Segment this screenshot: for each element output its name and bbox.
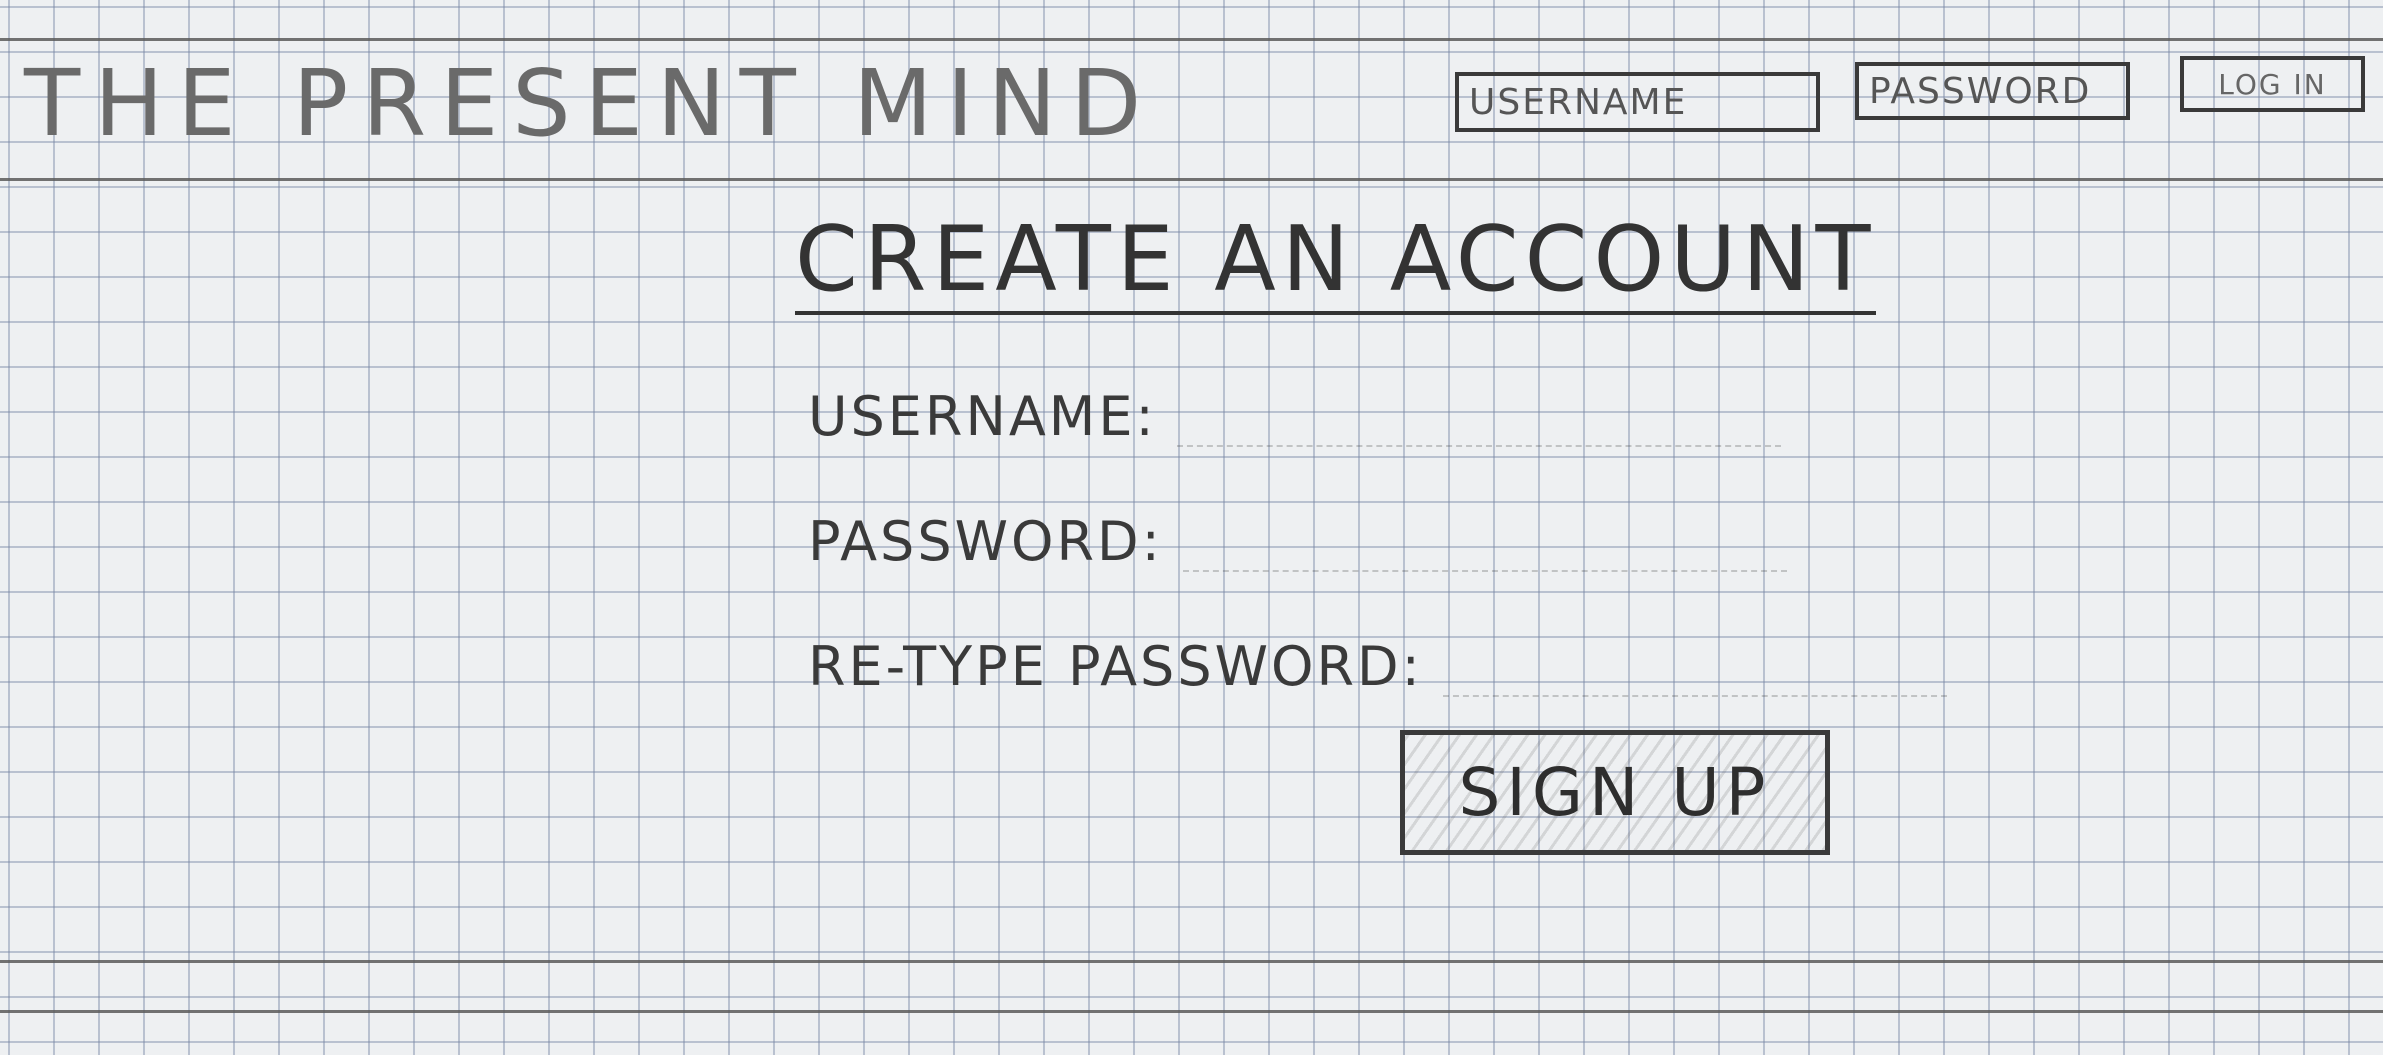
username-label: USERNAME: [808,385,1157,448]
header-password-input[interactable] [1855,62,2130,120]
sign-up-button[interactable]: SIGN UP [1400,730,1830,855]
password-label: PASSWORD: [808,510,1163,573]
retype-password-row [808,635,1947,698]
footer-top-rule [0,960,2383,963]
login-button[interactable]: LOG IN [2180,56,2365,112]
header-username-input[interactable] [1455,72,1820,132]
header-top-rule [0,38,2383,41]
password-row [808,510,1787,573]
page-title: CREATE AN ACCOUNT [795,215,1876,315]
footer-bottom-rule [0,1010,2383,1013]
header-bottom-rule [0,178,2383,181]
username-input[interactable] [1177,387,1781,447]
retype-password-label: RE-TYPE PASSWORD: [808,635,1423,698]
app-title: THE PRESENT MIND [24,50,1156,157]
retype-password-input[interactable] [1443,637,1947,697]
username-row [808,385,1781,448]
password-input[interactable] [1183,512,1787,572]
